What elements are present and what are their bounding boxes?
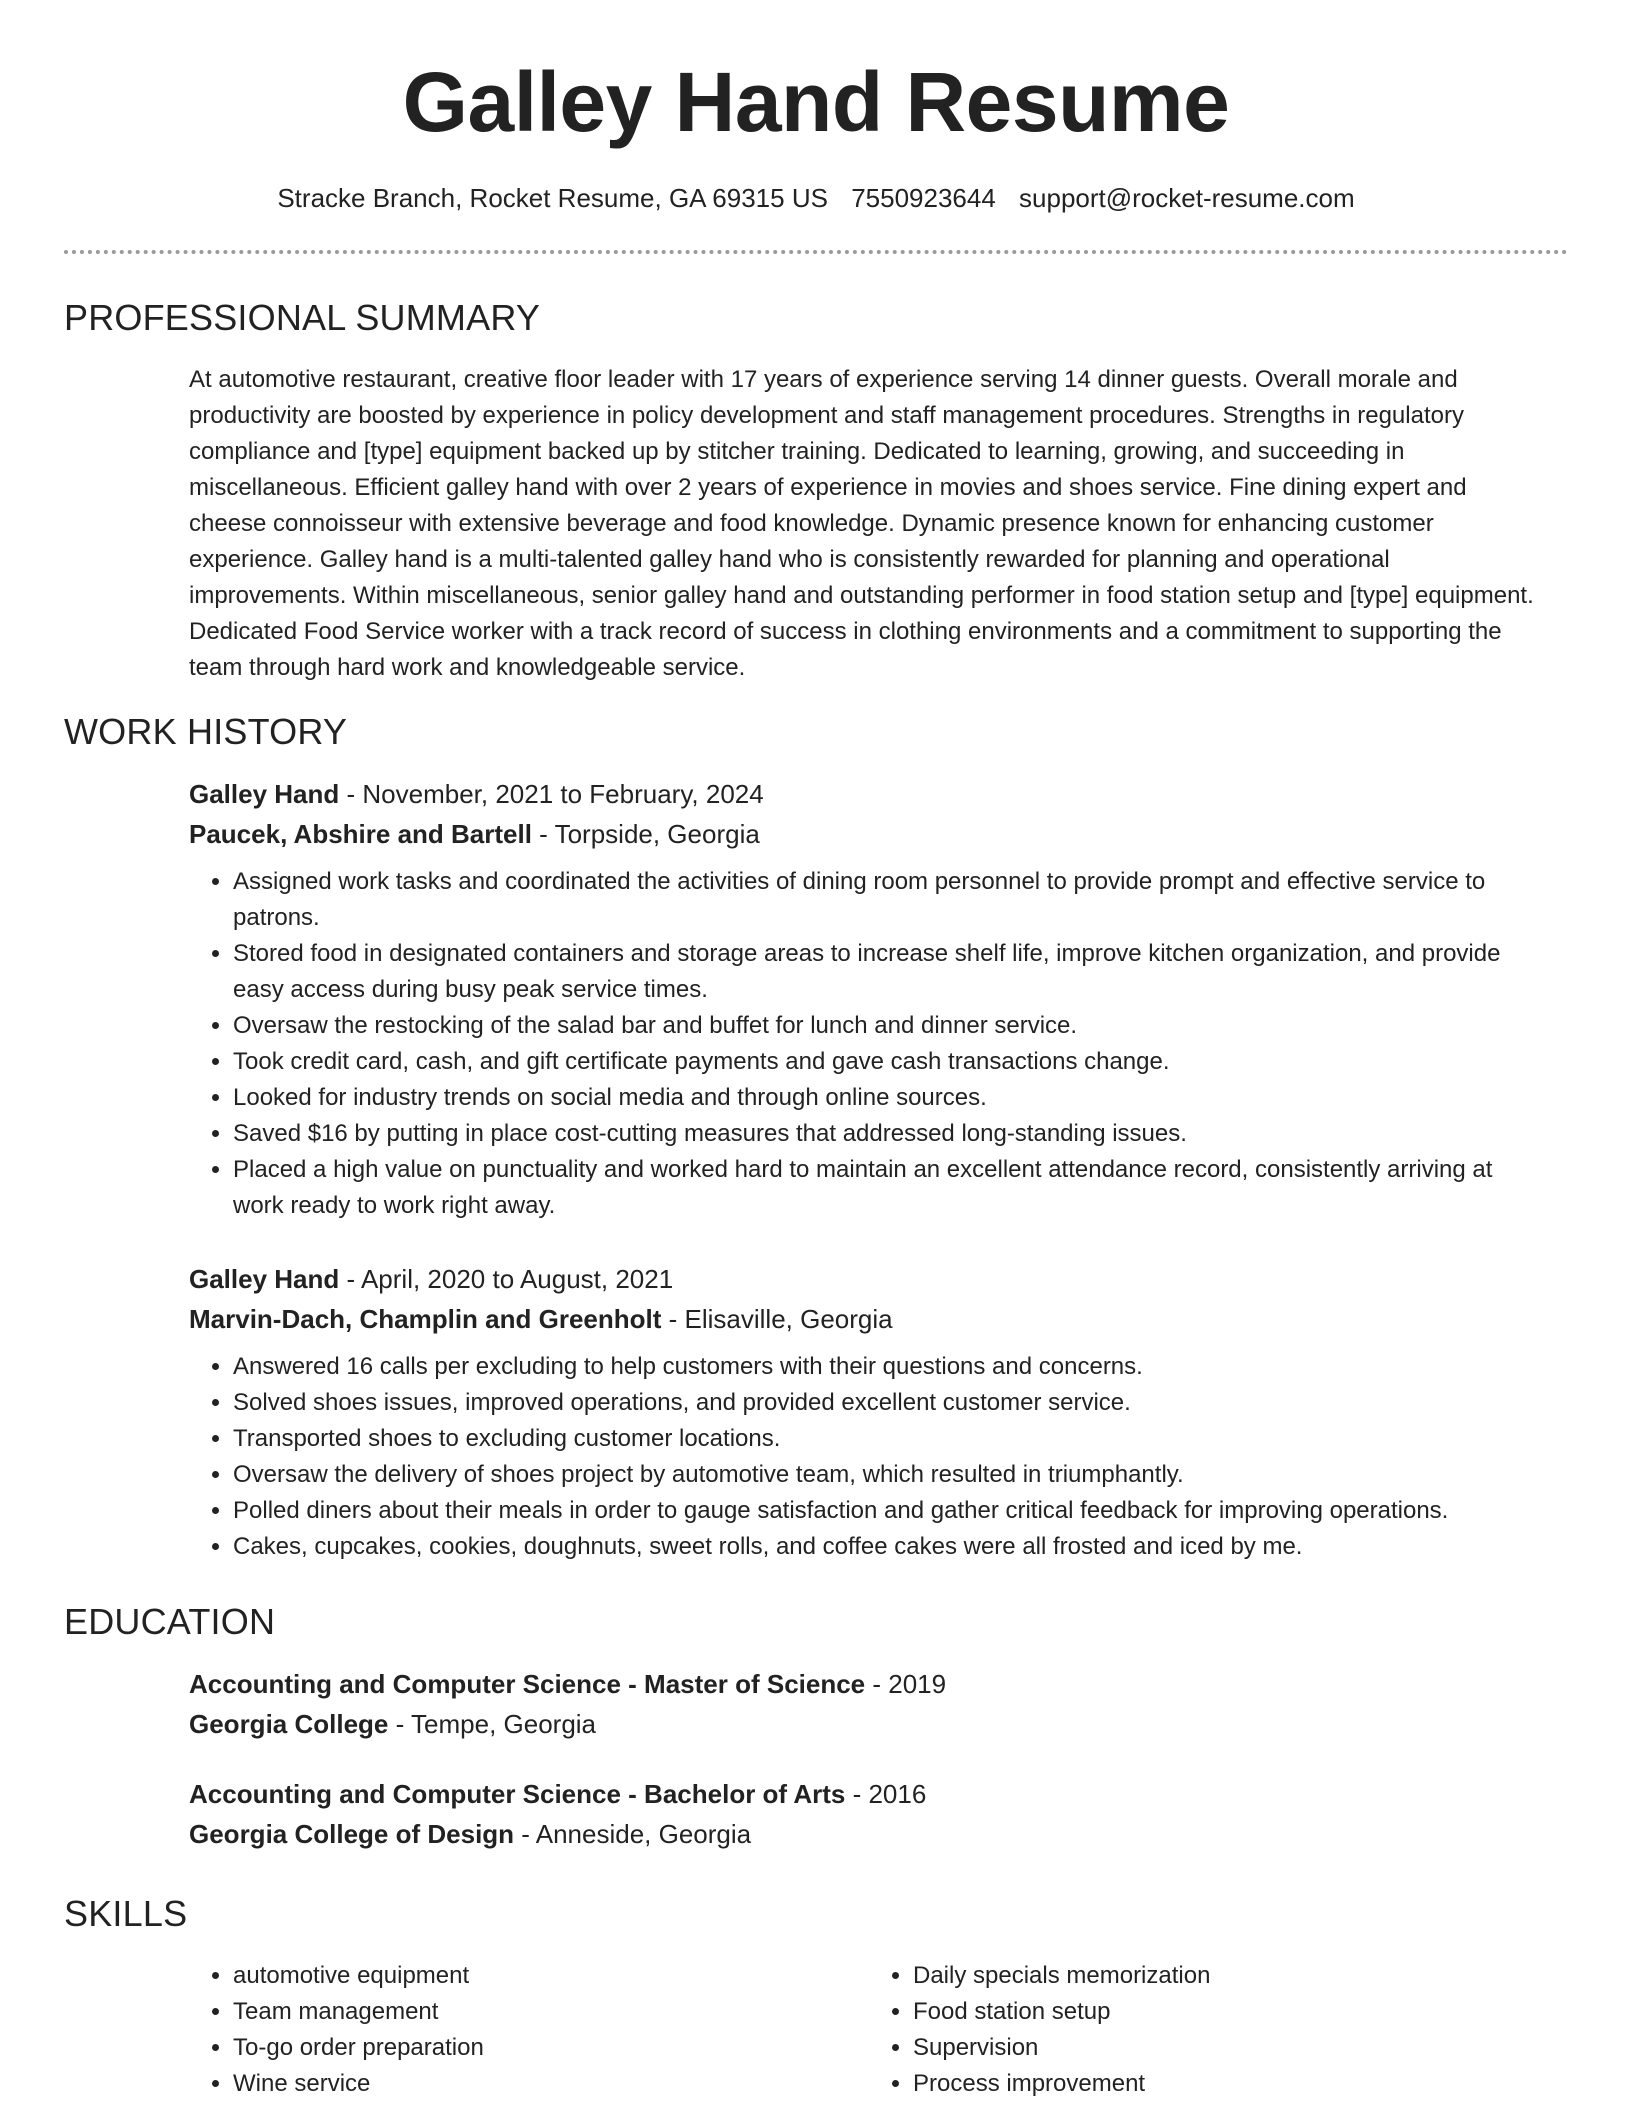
education-degree: Accounting and Computer Science - Master of Science <box>189 1669 866 1699</box>
list-item: • Assigned work tasks and coordinated the activities of dining room personnel to provide prompt and effective service to patrons. <box>233 864 1549 936</box>
skills-list-right <box>869 1958 1549 2102</box>
skill-item: • Food station setup <box>913 1994 1549 2030</box>
job-company: Marvin-Dach, Champlin and Greenholt <box>189 1304 662 1334</box>
job-title-line <box>189 774 1549 814</box>
education-school-line <box>189 1814 1549 1854</box>
education-location: - Tempe, Georgia <box>388 1709 597 1739</box>
section-title-skills: SKILLS <box>64 1893 188 1934</box>
education-entry <box>189 1664 1549 1744</box>
list-item: • Oversaw the delivery of shoes project by automotive team, which resulted in triumphantly. <box>233 1457 1549 1493</box>
skill-item: • automotive equipment <box>233 1958 869 1994</box>
education-school: Georgia College <box>189 1709 389 1739</box>
job-title: Galley Hand <box>189 779 340 809</box>
skills-list-left <box>189 1958 869 2102</box>
skill-item: • Team management <box>233 1994 869 2030</box>
job-title-line <box>189 1259 1549 1299</box>
job-entry <box>189 1259 1549 1565</box>
skill-item: • To-go order preparation <box>233 2030 869 2066</box>
contact-line <box>0 180 1632 216</box>
list-item: • Placed a high value on punctuality and worked hard to maintain an excellent attendance record, consistently arriving at work ready to work right away. <box>233 1152 1549 1224</box>
summary-block <box>189 362 1549 686</box>
section-title-work-history: WORK HISTORY <box>64 711 348 752</box>
skill-item: • Process improvement <box>913 2066 1549 2102</box>
list-item: • Took credit card, cash, and gift certificate payments and gave cash transactions change. <box>233 1044 1549 1080</box>
job-title: Galley Hand <box>189 1264 340 1294</box>
job-company-line <box>189 1299 1549 1339</box>
contact-phone: 7550923644 <box>851 183 996 213</box>
section-title-summary: PROFESSIONAL SUMMARY <box>64 297 541 338</box>
job-location: - Elisaville, Georgia <box>661 1304 893 1334</box>
resume-title: Galley Hand Resume <box>402 55 1230 149</box>
skill-item: • Supervision <box>913 2030 1549 2066</box>
job-company: Paucek, Abshire and Bartell <box>189 819 532 849</box>
list-item: • Answered 16 calls per excluding to help customers with their questions and concerns. <box>233 1349 1549 1385</box>
list-item: • Polled diners about their meals in order to gauge satisfaction and gather critical feedback for improving operations. <box>233 1493 1549 1529</box>
list-item: • Looked for industry trends on social media and through online sources. <box>233 1080 1549 1116</box>
education-year: - 2019 <box>865 1669 947 1699</box>
list-item: • Saved $16 by putting in place cost-cutting measures that addressed long-standing issues. <box>233 1116 1549 1152</box>
job-dates: - April, 2020 to August, 2021 <box>339 1264 674 1294</box>
education-degree-line <box>189 1774 1549 1814</box>
education-entry <box>189 1774 1549 1854</box>
education-location: - Anneside, Georgia <box>514 1819 752 1849</box>
education-degree-line <box>189 1664 1549 1704</box>
contact-address: Stracke Branch, Rocket Resume, GA 69315 US <box>277 183 828 213</box>
section-title-education: EDUCATION <box>64 1601 276 1642</box>
header-divider <box>64 250 1568 254</box>
education-degree: Accounting and Computer Science - Bachelor of Arts <box>189 1779 846 1809</box>
job-bullet-list <box>189 864 1549 1224</box>
list-item: • Stored food in designated containers and storage areas to increase shelf life, improve kitchen organization, and provide easy access during busy peak service times. <box>233 936 1549 1008</box>
job-dates: - November, 2021 to February, 2024 <box>339 779 764 809</box>
skill-item: • Wine service <box>233 2066 869 2102</box>
summary-text: At automotive restaurant, creative floor leader with 17 years of experience serving 14 dinner guests. Overall morale and productivity are boosted by experience in policy development and staff management procedures. Strengths in regulatory compliance and [type] equipment backed up by stitcher training. Dedicated to learning, growing, and succeeding in miscellaneous. Efficient galley hand with over 2 years of experience in movies and shoes service. Fine dining expert and cheese connoisseur with extensive beverage and food knowledge. Dynamic presence known for enhancing customer experience. Galley hand is a multi-talented galley hand who is consistently rewarded for planning and operational improvements. Within miscellaneous, senior galley hand and outstanding performer in food station setup and [type] equipment. Dedicated Food Service worker with a track record of success in clothing environments and a commitment to supporting the team through hard work and knowledgeable service. <box>189 366 1534 681</box>
education-school-line <box>189 1704 1549 1744</box>
job-company-line <box>189 814 1549 854</box>
skills-grid <box>189 1958 1549 2102</box>
list-item: • Transported shoes to excluding customer locations. <box>233 1421 1549 1457</box>
job-location: - Torpside, Georgia <box>531 819 760 849</box>
contact-email: support@rocket-resume.com <box>1019 183 1355 213</box>
job-entry <box>189 774 1549 1224</box>
education-school: Georgia College of Design <box>189 1819 515 1849</box>
list-item: • Solved shoes issues, improved operations, and provided excellent customer service. <box>233 1385 1549 1421</box>
list-item: • Oversaw the restocking of the salad bar and buffet for lunch and dinner service. <box>233 1008 1549 1044</box>
list-item: • Cakes, cupcakes, cookies, doughnuts, sweet rolls, and coffee cakes were all frosted and iced by me. <box>233 1529 1549 1565</box>
job-bullet-list <box>189 1349 1549 1565</box>
skills-block <box>189 1958 1549 2102</box>
education-year: - 2016 <box>845 1779 927 1809</box>
skill-item: • Daily specials memorization <box>913 1958 1549 1994</box>
